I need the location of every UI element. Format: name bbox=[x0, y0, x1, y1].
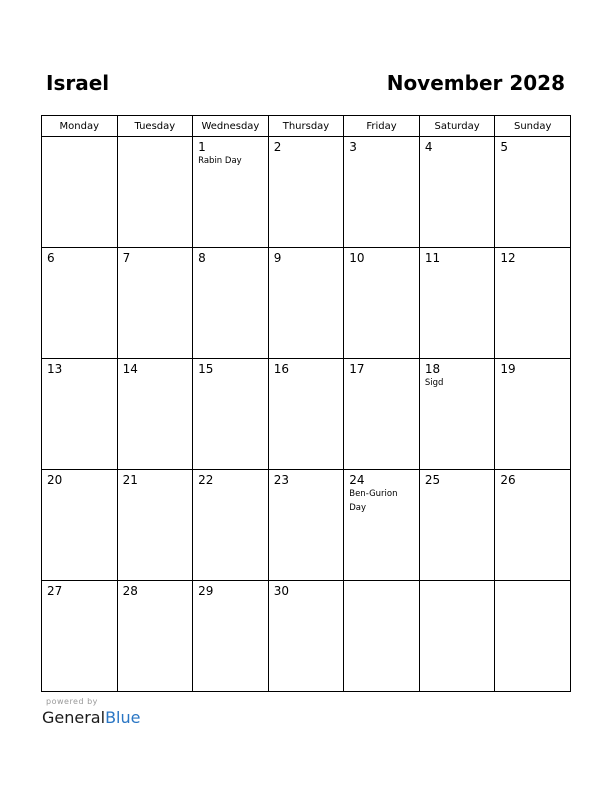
day-cell bbox=[419, 470, 495, 581]
day-number: 16 bbox=[273, 362, 289, 376]
day-cell bbox=[42, 248, 118, 359]
day-cell bbox=[117, 581, 193, 692]
day-number: 20 bbox=[47, 473, 63, 487]
day-cell bbox=[344, 581, 420, 692]
day-cell bbox=[344, 359, 420, 470]
weekday-header-row bbox=[42, 116, 571, 137]
day-cell bbox=[193, 359, 269, 470]
day-cell bbox=[117, 137, 193, 248]
weekday-header: Tuesday bbox=[117, 116, 193, 137]
day-number: 28 bbox=[122, 584, 138, 598]
day-cell bbox=[419, 359, 495, 470]
holiday-label: Sigd bbox=[424, 378, 444, 388]
day-cell bbox=[193, 581, 269, 692]
day-cell bbox=[193, 137, 269, 248]
logo-blue-text: Blue bbox=[105, 708, 141, 727]
week-row bbox=[42, 248, 571, 359]
day-number: 27 bbox=[47, 584, 63, 598]
weekday-header: Sunday bbox=[495, 116, 571, 137]
day-number: 26 bbox=[500, 473, 516, 487]
weekday-header: Wednesday bbox=[193, 116, 269, 137]
day-number: 7 bbox=[122, 251, 131, 265]
day-cell bbox=[42, 581, 118, 692]
day-number bbox=[420, 581, 495, 584]
day-number: 21 bbox=[122, 473, 138, 487]
week-row bbox=[42, 581, 571, 692]
day-cell bbox=[193, 470, 269, 581]
day-cell bbox=[117, 359, 193, 470]
week-row bbox=[42, 359, 571, 470]
day-cell bbox=[42, 359, 118, 470]
day-number: 29 bbox=[198, 584, 214, 598]
day-number: 17 bbox=[349, 362, 365, 376]
holiday-label: Ben-Gurion Day bbox=[349, 489, 398, 513]
day-cell bbox=[495, 137, 571, 248]
day-number: 15 bbox=[198, 362, 214, 376]
day-cell bbox=[42, 470, 118, 581]
day-number: 12 bbox=[500, 251, 516, 265]
weekday-header: Thursday bbox=[268, 116, 344, 137]
weekday-header: Saturday bbox=[419, 116, 495, 137]
powered-by-label: powered by bbox=[46, 697, 98, 706]
day-number: 30 bbox=[273, 584, 289, 598]
week-row bbox=[42, 470, 571, 581]
holiday-label: Rabin Day bbox=[198, 156, 242, 166]
day-number: 8 bbox=[198, 251, 206, 265]
day-number: 14 bbox=[122, 362, 138, 376]
day-cell bbox=[344, 137, 420, 248]
day-cell bbox=[495, 359, 571, 470]
generalblue-logo[interactable] bbox=[42, 708, 140, 728]
logo-general-text: General bbox=[42, 708, 106, 727]
day-cell bbox=[268, 359, 344, 470]
day-number: 5 bbox=[500, 140, 509, 154]
day-cell bbox=[344, 248, 420, 359]
day-cell bbox=[42, 137, 118, 248]
day-cell bbox=[495, 581, 571, 692]
day-cell bbox=[419, 137, 495, 248]
day-cell bbox=[495, 470, 571, 581]
day-number: 23 bbox=[273, 473, 289, 487]
day-cell bbox=[419, 581, 495, 692]
calendar-grid bbox=[41, 115, 571, 692]
day-number: 4 bbox=[424, 140, 433, 154]
month-title: November 2028 bbox=[386, 71, 565, 95]
day-number: 24 bbox=[349, 473, 365, 487]
country-title: Israel bbox=[46, 71, 110, 95]
day-cell bbox=[419, 248, 495, 359]
day-number: 19 bbox=[500, 362, 516, 376]
day-cell bbox=[268, 470, 344, 581]
day-cell bbox=[268, 137, 344, 248]
day-number: 2 bbox=[273, 140, 282, 154]
weekday-header: Friday bbox=[344, 116, 420, 137]
day-cell bbox=[268, 248, 344, 359]
day-number: 18 bbox=[424, 362, 441, 376]
day-number bbox=[42, 137, 117, 140]
day-number bbox=[344, 581, 419, 584]
day-number: 11 bbox=[424, 251, 441, 265]
day-cell bbox=[495, 248, 571, 359]
day-number bbox=[495, 581, 570, 584]
day-number: 1 bbox=[198, 140, 206, 154]
week-row bbox=[42, 137, 571, 248]
day-number: 25 bbox=[424, 473, 441, 487]
day-number: 3 bbox=[349, 140, 357, 154]
day-cell bbox=[117, 248, 193, 359]
day-number: 6 bbox=[47, 251, 55, 265]
weekday-header: Monday bbox=[42, 116, 118, 137]
day-cell bbox=[344, 470, 420, 581]
day-number: 22 bbox=[198, 473, 214, 487]
day-number: 13 bbox=[47, 362, 63, 376]
day-number: 9 bbox=[273, 251, 282, 265]
day-number: 10 bbox=[349, 251, 365, 265]
day-cell bbox=[117, 470, 193, 581]
day-cell bbox=[268, 581, 344, 692]
day-number bbox=[118, 137, 193, 140]
day-cell bbox=[193, 248, 269, 359]
